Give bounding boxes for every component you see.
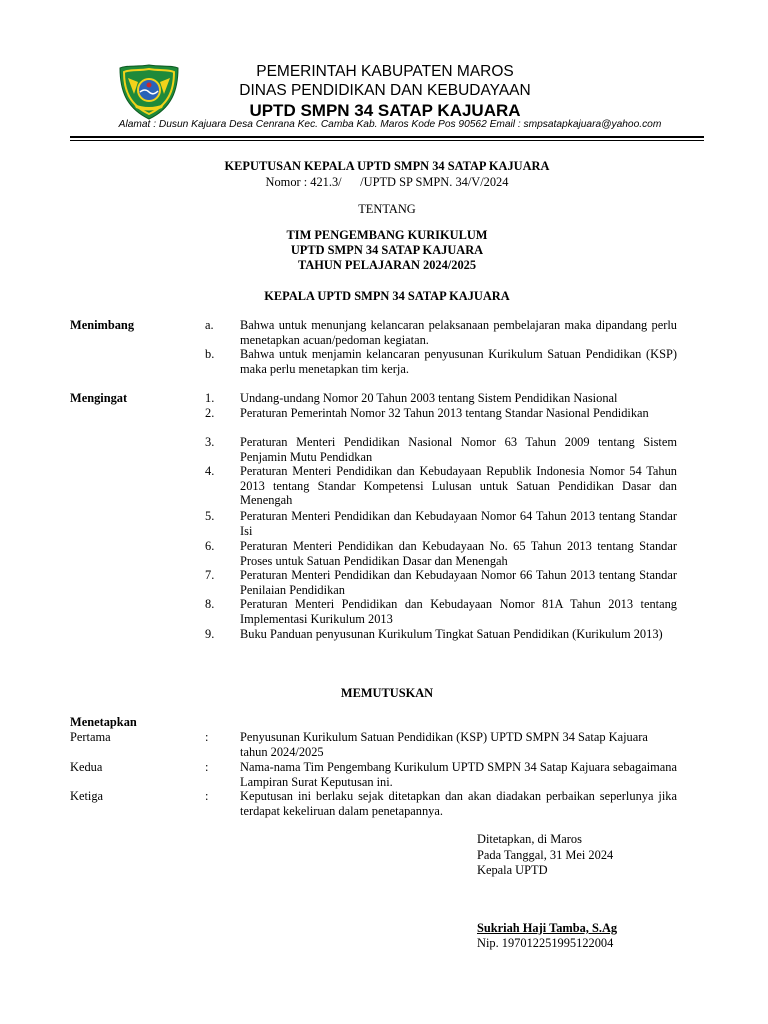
mengingat-mark-1: 1. [205,391,215,405]
menetapkan-label: Menetapkan [70,715,137,729]
letterhead-rule-thick [70,136,704,138]
ketiga-label: Ketiga [70,789,104,803]
kedua-colon: : [205,760,209,774]
mengingat-item-6: Peraturan Menteri Pendidikan dan Kebudayaan No. 65 Tahun 2013 tentang Standar Proses untuk Satuan Pendidikan Dasar dan Menengah [240,539,677,568]
decree-subject-line3: TAHUN PELAJARAN 2024/2025 [297,258,477,272]
decree-subject-line1: TIM PENGEMBANG KURIKULUM [286,228,488,242]
letterhead-rule-thin [70,140,704,141]
mengingat-item-4: Peraturan Menteri Pendidikan dan Kebudayaan Republik Indonesia Nomor 54 Tahun 2013 tentang Standar Kompetensi Lulusan untuk Satuan Pendidikan Dasar dan Menengah [240,464,677,508]
mengingat-mark-5: 5. [205,509,215,523]
pertama-label: Pertama [70,730,111,744]
signature-date: Pada Tanggal, 31 Mei 2024 [477,848,614,862]
decree-title: KEPUTUSAN KEPALA UPTD SMPN 34 SATAP KAJUARA [224,159,550,173]
maros-regency-emblem-icon [118,64,180,120]
letterhead-department: DINAS PENDIDIKAN DAN KEBUDAYAAN [239,82,531,99]
pertama-text: Penyusunan Kurikulum Satuan Pendidikan (KSP) UPTD SMPN 34 Satap Kajuara tahun 2024/2025 [240,730,648,759]
decree-subject-line2: UPTD SMPN 34 SATAP KAJUARA [290,243,484,257]
mengingat-item-9: Buku Panduan penyusunan Kurikulum Tingkat Satuan Pendidikan (Kurikulum 2013) [240,627,663,641]
menimbang-mark-b: b. [205,347,215,361]
mengingat-mark-4: 4. [205,464,215,478]
mengingat-mark-3: 3. [205,435,215,449]
mengingat-label: Mengingat [70,391,128,405]
memutuskan-heading: MEMUTUSKAN [340,686,434,700]
mengingat-mark-6: 6. [205,539,215,553]
mengingat-item-3: Peraturan Menteri Pendidikan Nasional Nomor 63 Tahun 2009 tentang Sistem Penjamin Mutu Pendidkan [240,435,677,464]
decree-issuer: KEPALA UPTD SMPN 34 SATAP KAJUARA [264,289,510,303]
signature-position: Kepala UPTD [477,863,548,877]
menimbang-item-a: Bahwa untuk menunjang kelancaran pelaksanaan pembelajaran maka dipandang perlu menetapkan acuan/pedoman kegiatan. [240,318,677,347]
mengingat-item-7: Peraturan Menteri Pendidikan dan Kebudayaan Nomor 66 Tahun 2013 tentang Standar Penilaian Pendidikan [240,568,677,597]
letterhead [190,62,580,122]
kedua-label: Kedua [70,760,103,774]
decree-about: TENTANG [358,202,416,216]
letterhead-address: Alamat : Dusun Kajuara Desa Cenrana Kec. Camba Kab. Maros Kode Pos 90562 Email : smpsatapkajuara@yahoo.com [118,119,662,130]
mengingat-mark-7: 7. [205,568,215,582]
mengingat-item-1: Undang-undang Nomor 20 Tahun 2003 tentang Sistem Pendidikan Nasional [240,391,618,405]
letterhead-school: UPTD SMPN 34 SATAP KAJUARA [249,101,521,120]
mengingat-item-8: Peraturan Menteri Pendidikan dan Kebudayaan Nomor 81A Tahun 2013 tentang Implementasi Kurikulum 2013 [240,597,677,626]
mengingat-mark-8: 8. [205,597,215,611]
pertama-colon: : [205,730,209,744]
menimbang-mark-a: a. [205,318,214,332]
signatory-nip: Nip. 197012251995122004 [477,936,614,950]
signature-place: Ditetapkan, di Maros [477,832,582,846]
letterhead-government: PEMERINTAH KABUPATEN MAROS [256,63,514,80]
kedua-text: Nama-nama Tim Pengembang Kurikulum UPTD SMPN 34 Satap Kajuara sebagaimana Lampiran Surat Keputusan ini. [240,760,677,789]
mengingat-mark-2: 2. [205,406,215,420]
mengingat-item-5: Peraturan Menteri Pendidikan dan Kebudayaan Nomor 64 Tahun 2013 tentang Standar Isi [240,509,677,538]
signatory-name: Sukriah Haji Tamba, S.Ag [477,921,618,935]
mengingat-item-2: Peraturan Pemerintah Nomor 32 Tahun 2013 tentang Standar Nasional Pendidikan [240,406,649,420]
ketiga-colon: : [205,789,209,803]
menimbang-item-b: Bahwa untuk menjamin kelancaran penyusunan Kurikulum Satuan Pendidikan (KSP) maka perlu menetapkan tim kerja. [240,347,677,376]
ketiga-text: Keputusan ini berlaku sejak ditetapkan dan akan diadakan perbaikan seperlunya jika terdapat kekeliruan dalam penetapannya. [240,789,677,818]
decree-number: Nomor : 421.3/ /UPTD SP SMPN. 34/V/2024 [265,175,509,189]
mengingat-mark-9: 9. [205,627,215,641]
menimbang-label: Menimbang [70,318,135,332]
